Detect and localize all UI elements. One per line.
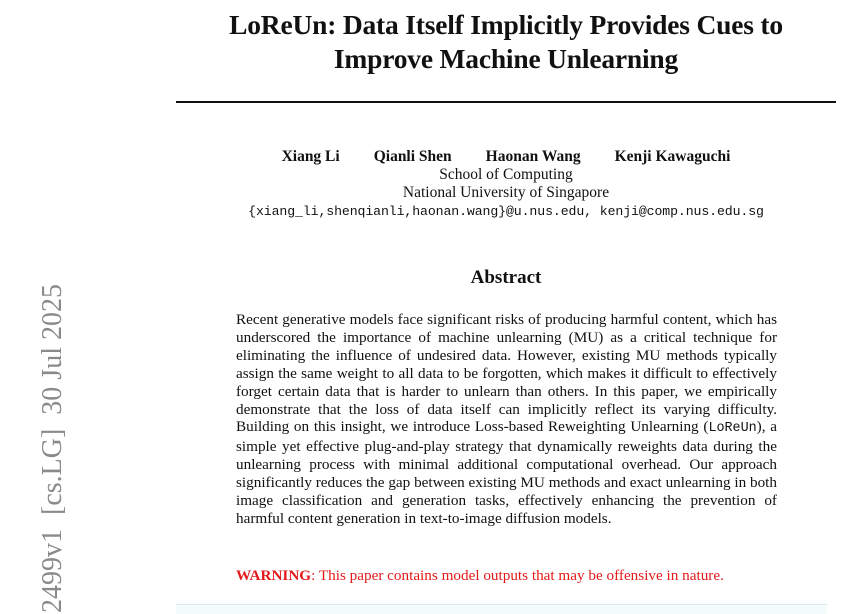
title-line-2: Improve Machine Unlearning (333, 43, 679, 74)
paper-title (176, 8, 836, 76)
abstract-body (236, 311, 777, 528)
author-name: Haonan Wang (485, 148, 581, 165)
abstract-text: ), a simple yet effective plug-and-play strategy that dynamically reweights data during the unlearning process with minimal additional computational overhead. Our approach significantly reduces the gap between existing MU methods and exact unlearning in both image classification and generation tasks, effectively enhancing the prevention of harmful content generation in text-to-image diffusion models. (236, 418, 777, 527)
title-line-1: LoReUn: Data Itself Implicitly Provides Cues to (229, 9, 783, 40)
warning-text: : This paper contains model outputs that may be offensive in nature. (311, 567, 724, 584)
method-name: LoReUn (708, 421, 757, 437)
author-name: Xiang Li (281, 148, 340, 165)
affiliation-university: National University of Singapore (402, 184, 610, 201)
author-name: Qianli Shen (373, 148, 452, 165)
author-emails: {xiang_li,shenqianli,haonan.wang}@u.nus.edu, kenji@comp.nus.edu.sg (248, 204, 764, 219)
author-list (176, 148, 836, 166)
title-divider (176, 101, 836, 103)
abstract-text: Recent generative models face significant risks of producing harmful content, which has underscored the importance of machine unlearning (MU) as a critical technique for eliminating the influence of undesired data. However, existing MU methods typically assign the same weight to all data to be forgotten, which makes it difficult to effectively forget certain data that is harder to unlearn than others. In this paper, we empirically demonstrate that the loss of data itself can implicitly reflect its varying difficulty. Building on this insight, we introduce Loss-based Reweighting Unlearning ( (236, 311, 777, 436)
abstract-heading: Abstract (470, 267, 542, 288)
warning-label: WARNING (236, 567, 312, 584)
affiliation-school: School of Computing (439, 166, 573, 183)
arxiv-stamp: 2499v1 [cs.LG] 30 Jul 2025 (37, 284, 68, 613)
author-name: Kenji Kawaguchi (614, 148, 731, 165)
content-warning (236, 567, 796, 585)
